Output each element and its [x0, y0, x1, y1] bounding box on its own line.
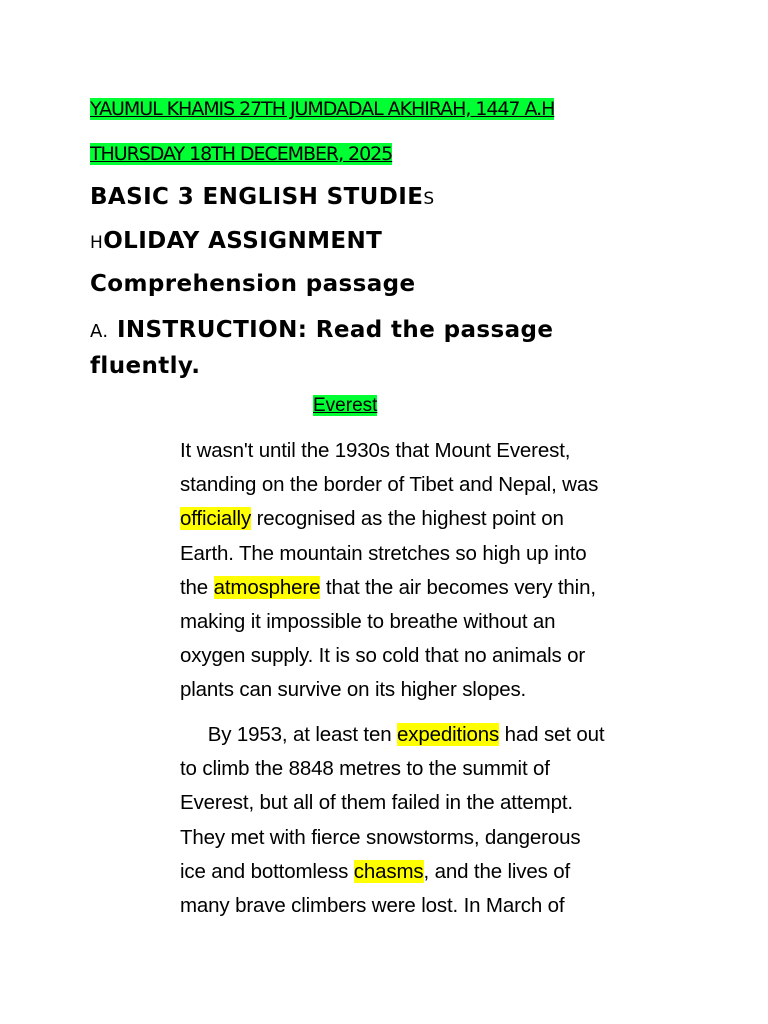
assignment-heading-rest: OLIDAY ASSIGNMENT [103, 228, 383, 254]
assignment-heading [90, 226, 382, 258]
subject-heading [90, 182, 435, 214]
passage-text: making it impossible to breathe without an [180, 610, 556, 634]
date-hijri-text: YAUMUL KHAMIS 27TH JUMDADAL AKHIRAH, 1447 A.H [90, 98, 555, 120]
subject-heading-main: BASIC 3 ENGLISH STUDIE [90, 184, 424, 210]
passage-text: By 1953, at least ten [180, 723, 398, 746]
passage-text: recognised as the highest point on [251, 507, 564, 531]
passage-text: , and the lives of [423, 859, 571, 883]
passage-line [180, 673, 680, 707]
passage-line [180, 639, 680, 673]
assignment-heading-lead: H [90, 233, 104, 253]
passage-line [180, 571, 680, 605]
date-gregorian-text: THURSDAY 18TH DECEMBER, 2025 [90, 143, 393, 165]
passage-line [180, 537, 680, 571]
passage-line [180, 434, 680, 468]
passage-title-text: Everest [313, 395, 378, 416]
passage-text: They met with fierce snowstorms, dangerous [180, 825, 581, 849]
section-heading: Comprehension passage [90, 271, 416, 297]
passage-text: It wasn't until the 1930s that Mount Everest, [180, 439, 571, 462]
passage-paragraph-2 [180, 718, 680, 923]
date-hijri [90, 96, 554, 122]
passage-text: standing on the border of Tibet and Nepal, was [180, 473, 599, 497]
passage-line [180, 468, 680, 502]
vocabulary-highlight: officially [180, 507, 252, 531]
passage-text: oxygen supply. It is so cold that no animals or [180, 644, 586, 668]
passage-line [180, 889, 680, 923]
passage-text: many brave climbers were lost. In March of [180, 894, 565, 918]
vocabulary-highlight: expeditions [397, 723, 500, 746]
vocabulary-highlight: atmosphere [213, 575, 321, 599]
passage-line [180, 605, 680, 639]
passage-title [313, 393, 377, 419]
passage-text: that the air becomes very thin, [320, 575, 596, 599]
passage-line [180, 821, 680, 855]
instruction [90, 313, 650, 383]
passage-line [180, 718, 680, 752]
instruction-label: A. [90, 321, 109, 342]
passage-text: to climb the 8848 metres to the summit of [180, 757, 550, 781]
passage-line [180, 786, 680, 820]
passage-text: Everest, but all of them failed in the attempt. [180, 791, 573, 815]
vocabulary-highlight: chasms [353, 859, 424, 883]
passage-text: Earth. The mountain stretches so high up into [180, 541, 587, 565]
passage-line [180, 752, 680, 786]
subject-heading-tail: S [423, 189, 435, 209]
passage-text: plants can survive on its higher slopes. [180, 678, 527, 702]
passage-line [180, 855, 680, 889]
passage-line [180, 502, 680, 536]
passage-text: ice and bottomless [180, 859, 354, 883]
passage-text: had set out [499, 723, 605, 746]
instruction-text: INSTRUCTION: Read the passage fluently. [90, 317, 554, 379]
date-gregorian [90, 141, 392, 167]
passage-paragraph-1 [180, 434, 680, 708]
passage-text: the [180, 575, 214, 599]
